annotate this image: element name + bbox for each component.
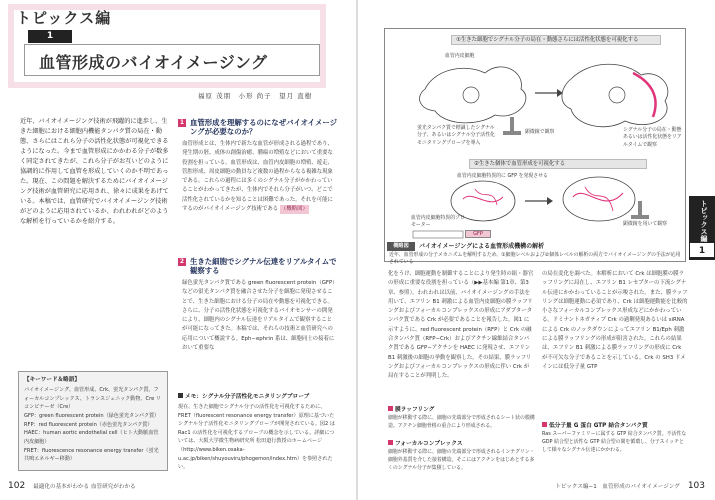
note-3-title: 低分子量 G 蛋白 GTP 結合タンパク質: [549, 423, 648, 429]
microscope-body-2: [638, 201, 642, 215]
section-2-heading: [178, 257, 338, 276]
section-2-title: 生きた細胞でシグナル伝達をリアルタイムで観察する: [190, 257, 337, 276]
page-number-left: 102: [8, 481, 26, 491]
figure-caption-2: ②生きた個体で血管形成を可視化する: [469, 159, 647, 169]
note-3-heading: [542, 422, 648, 430]
note-mark-icon: [388, 406, 393, 411]
label-animal: 血管内皮細胞特異的に GFP を発現させる: [457, 173, 548, 179]
label-promoter: 血管内皮細胞特異的プロモーター: [411, 215, 465, 229]
title-box: [24, 44, 320, 76]
keyword-box: [18, 371, 168, 471]
section-2-body: 緑色蛍光タンパク質である green fluorescent protein（GFP）などの蛍光タンパク質を融合させた分子を細胞に発現させることで、生きた細胞における分子の局在や動態を可視化できる。さらに、分子の活性化状態を可視化するバイオセンサーの開発により、細胞内のシグナル伝達をリアルタイムで観察することが可能になってきた。本稿では、それらの技術と血管研究への応用について概説する。Eph−ephrin 系は、細胞同士の接着において重要な: [182, 280, 335, 352]
section-1-heading: [178, 118, 338, 137]
note-2-body: 細胞が移動する際に、細胞の先端部分で形成されるインテグリン・細胞外基質を介した接着構造。そこにはアクチンをはじめとする多くのシグナル分子が集積している。: [388, 449, 535, 471]
intro-paragraph: 近年、バイオイメージング技術が飛躍的に進歩し、生きた細胞における細胞内機能タンパク質の局在・動態、さらにはこれら分子の活性化状態が可視化できるようになった。今まで血管形成にかかわる分子が数多く同定されてきたが、これら分子がお互いどのように協調的に作用して血管を形成していくのか不明であった。現在、この問題を解決するためにバイオイメージング技術が血管研究に応用され、徐々に成果をあげている。本稿では、血管研究でバイオイメージング技術がどのように応用されているか、われわれがどのような解析を行っているかを紹介する。: [20, 118, 169, 226]
arrow-head-2: [547, 197, 553, 205]
page-number-right: 103: [687, 481, 705, 491]
left-footer: [8, 480, 136, 493]
keyword-line: HAEC：human aortic endothelial cell（ヒト大動脈血管内皮細胞）: [24, 430, 159, 446]
section-1-text: 血管形成とは、生体内で新たな血管が形成される過程であり、発生期の胚、成体の創傷治癒、腫瘍の増殖などにおいて重要な役割を担っている。血管形成は、血管内皮細胞の増殖、遊走、管腔形成、周皮細胞の動員など複数の過程からなる複雑な現象である。これらの過程には多くのシグナル分子がかかわっていることがわかってきたが、生体内でそれら分子がいつ、どこで活性化されているかを知ることは困難であった。それを可能にするのがバイオイメージング技術である: [182, 141, 333, 213]
chapter-side-tab: [689, 196, 715, 260]
footer-text-left: 最適化の基本がわかる 血管研究がわかる: [33, 484, 136, 490]
memo-mark-icon: [178, 393, 183, 398]
section-1-body: [182, 140, 336, 214]
memo-body: 現在、生きた細胞でシグナル分子の活性化を可視化するために、FRET（fluorescent resonance energy transfer）原理に基づいたシグナル分子活性化モニタリングプローブが開発されている。図2 は Rac1 の活性化を可視化するプローブの概念を示している。詳細については、大阪大学微生物病研究所 松田道行教授のホームページ（http://www.biken.osaka-u.ac.jp/biken/shuyouviru/phogemon/index.htm）を参照されたい。: [178, 404, 335, 471]
note-1-heading: [388, 406, 434, 414]
section-2-number: 2: [179, 258, 185, 265]
keyword-line: GFP：green fluorescent protein（緑色蛍光タンパク質）: [24, 413, 160, 420]
right-footer: [555, 480, 705, 493]
note-2-heading: [388, 440, 463, 448]
chapter-number-text: 1: [46, 31, 54, 41]
right-column-2: の局在変化を調べた。本解析において Crk は細胞膜の膜ラッフリングに局在し、エフリン B1 レセプターの下流シグナル伝達にかかわっていることが示唆された。また、膜ラッフリングは細胞運動に必須であり、Crk は細胞運動能を比較的小さなフォーカルコンプレックス形成などにかかわっている。ドミナントネガティブ Crk の過剰発現あるいは siRNA による Crk のノックダウンによってエフリン B1/Eph 刺激による膜ラッフリングの形成が阻害された。これらの結果は、エフリン B1 刺激による膜ラッフリングの形成に Crk が不可欠な分子であることを示している。Crk の SH3 ドメインには低分子量 GTP: [542, 271, 688, 370]
figure-caption-1: ①生きた細胞でシグナル分子の局在・動態さらには活性化状態を可視化する: [451, 35, 661, 45]
microscope-stage-2: [631, 215, 649, 219]
cell-nucleus-right: [609, 87, 625, 103]
topics-tag: トピックス編: [16, 9, 112, 27]
side-tab-number: 1: [689, 242, 715, 258]
page-title: 血管形成のバイオイメージング: [39, 53, 268, 72]
note-1-body: 細胞が移動する際に、細胞の先端部分で形成されるシート状の膜構造。アクチン細胞骨格の重合により形成される。: [388, 415, 535, 429]
keyword-box-title: 【キーワード＆略語】: [24, 377, 80, 383]
keyword-line: バイオイメージング、血管形成、Crk、蛍光タンパク質、フォーカルコンプレックス、トランスジェニック動物、Cre リコンビナーゼ（Cre）: [24, 387, 161, 411]
overview-title: バイオイメージングによる血管形成機構の解析: [419, 243, 545, 250]
label-cell: 血管内皮細胞: [445, 53, 475, 59]
label-observe: シグナル分子の局在・動態あるいは活性化状態をリアルタイムで観察: [623, 127, 682, 148]
label-microscope: 顕微鏡で観察: [525, 129, 555, 135]
overview-tag: 概略図: [387, 242, 415, 251]
right-column-1: 化をうけ、細胞運動を制御することにより発生時の組・器官の形成に重要な役割を担っている（▶▶基本編 第1章、第3章、参照）。われわれは以前、バイオイメージングの手法を用いて、エフリン B1 刺激による血管内皮細胞の膜ラッフリングおよびフォーカルコンプレックスの形成にアダプタータンパク質である Crk が必要であることを報告した。図1 に示すように、red fluorescent protein（RFP）と Crk の融合タンパク質（RFP−Crk）およびアクチン線維結合タンパク質である GFP−アクチンを HAEC に発現させ、エフリン B1 刺激後の細胞の挙動を観察した。その結果、膜ラッフリングおよびフォーカルコンプレックスの形成に伴い Crk が局在することが判明した。: [388, 271, 534, 380]
overview-bar: [385, 242, 685, 252]
side-tab-label: トピックス編: [700, 200, 708, 242]
gfp-tag: GFP: [465, 230, 491, 238]
transgene-promoter-bar: [413, 231, 463, 238]
label-observe-2: 顕微鏡を用いて観察: [623, 221, 668, 227]
memo-box: [178, 393, 336, 471]
memo-title-text: メモ：シグナル分子活性化モニタリングプローブ: [185, 394, 310, 400]
note-mark-icon: [388, 440, 393, 445]
footer-text-right: トピックス編−1 血管形成のバイオイメージング: [555, 484, 680, 490]
overview-description: 近年、血管形成の分子メカニズムを解明するため、①細胞レベルおよび②個体レベルの解析の両方でバイオイメージングの手法が応用されている: [389, 252, 681, 266]
microscope-body-1: [510, 117, 514, 131]
note-1-title: 膜ラッフリング: [395, 407, 435, 413]
section-1-title: 血管形成を理解するのになぜバイオイメージングが必要なのか？: [190, 118, 338, 137]
label-gfp-protein: 蛍光タンパク質で標識したシグナル分子、あるいはシグナル分子活性化モニタリングプローブを導入: [417, 125, 495, 146]
microscope-stage-1: [503, 131, 521, 135]
overview-figure-ref: （概略図）: [280, 205, 309, 214]
note-3-body: Ras スーパーファミリーに属する GTP 結合タンパク質。不活性な GDP 結合型と活性な GTP 結合型の間を循環し、分子スイッチとして様々なシグナル伝達にかかわる。: [542, 431, 687, 453]
note-2-title: フォーカルコンプレックス: [395, 441, 463, 447]
cell-nucleus-left: [463, 87, 479, 103]
section-1-number: 1: [179, 119, 185, 126]
keyword-line: FRET：fluorescence resonance energy transfer（蛍光共鳴エネルギー移動）: [24, 447, 159, 463]
authors: 福原 茂朋 小形 尚子 望月 直樹: [198, 92, 313, 100]
left-page: [0, 0, 357, 500]
right-page: [358, 0, 715, 500]
keyword-line: RFP：red fluorescent protein（赤色蛍光タンパク質）: [24, 421, 153, 428]
note-mark-icon: [542, 422, 547, 427]
overview-figure: [384, 28, 686, 266]
memo-title: [178, 393, 336, 401]
chapter-number: [28, 30, 72, 43]
